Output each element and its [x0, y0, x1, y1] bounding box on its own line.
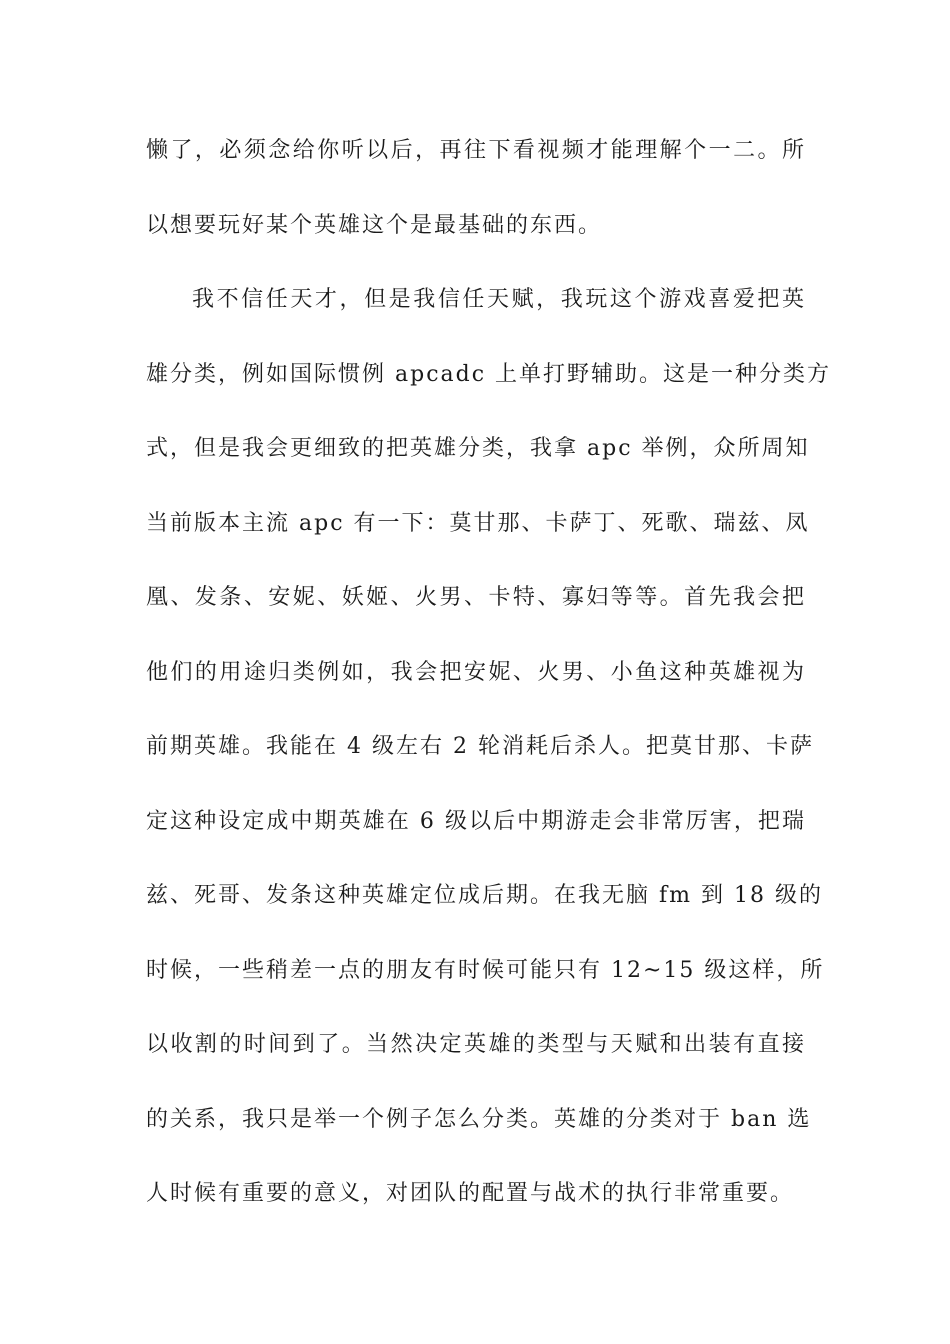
- text-line: 时候，一些稍差一点的朋友有时候可能只有 12~15 级这样，所: [146, 957, 825, 983]
- body-text: [146, 126, 832, 1244]
- text-line: 雄分类，例如国际惯例 apcadc 上单打野辅助。这是一种分类方: [146, 361, 832, 387]
- paragraph-first-line: 我不信任天才，但是我信任天赋，我玩这个游戏喜爱把英: [192, 287, 806, 312]
- text-line: 前期英雄。我能在 4 级左右 2 轮消耗后杀人。把莫甘那、卡萨: [146, 734, 814, 759]
- text-line: 的关系，我只是举一个例子怎么分类。英雄的分类对于 ban 选: [146, 1106, 812, 1132]
- text-line: 当前版本主流 apc 有一下：莫甘那、卡萨丁、死歌、瑞兹、凤: [146, 510, 810, 536]
- text-line: 凰、发条、安妮、妖姬、火男、卡特、寡妇等等。首先我会把: [146, 585, 806, 610]
- text-line: 以收割的时间到了。当然决定英雄的类型与天赋和出装有直接: [146, 1032, 806, 1057]
- text-line: 兹、死哥、发条这种英雄定位成后期。在我无脑 fm 到 18 级的: [146, 883, 823, 908]
- text-line: 懒了，必须念给你听以后，再往下看视频才能理解个一二。所: [146, 138, 806, 163]
- text-line: 式，但是我会更细致的把英雄分类，我拿 apc 举例，众所周知: [146, 436, 810, 461]
- text-line: 定这种设定成中期英雄在 6 级以后中期游走会非常厉害，把瑞: [146, 808, 806, 834]
- text-line: 他们的用途归类例如，我会把安妮、火男、小鱼这种英雄视为: [146, 659, 806, 685]
- text-line: 以想要玩好某个英雄这个是最基础的东西。: [146, 212, 603, 238]
- text-line: 人时候有重要的意义，对团队的配置与战术的执行非常重要。: [146, 1181, 795, 1206]
